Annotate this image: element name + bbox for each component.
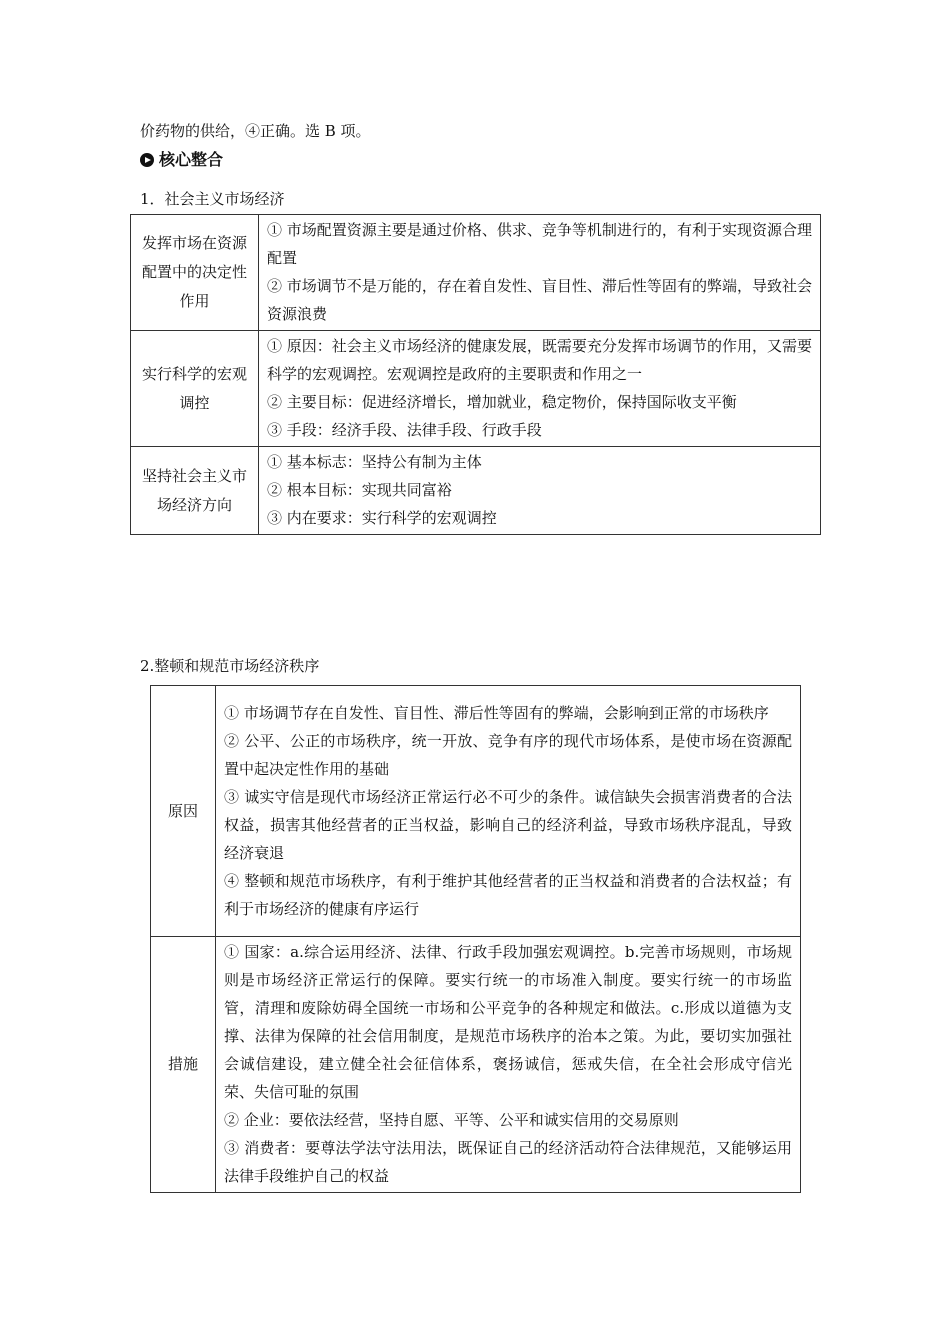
list-item: ② 公平、公正的市场秩序，统一开放、竞争有序的现代市场体系，是使市场在资源配置中起决定性作用的基础 (224, 731, 792, 778)
list-item: ③ 消费者：要尊法学法守法用法，既保证自己的经济活动符合法律规范，又能够运用法律手段维护自己的权益 (224, 1139, 792, 1185)
list-item: ④ 整顿和规范市场秩序，有利于维护其他经营者的正当权益和消费者的合法权益；有利于市场经济的健康有序运行 (224, 871, 792, 918)
row-header: 实行科学的宏观调控 (141, 364, 247, 412)
row-content-cell (216, 686, 801, 937)
row-content-cell (259, 215, 821, 331)
list-item: ① 市场配置资源主要是通过价格、供求、竞争等机制进行的，有利于实现资源合理配置 (267, 221, 812, 267)
list-item: ① 国家：a.综合运用经济、法律、行政手段加强宏观调控。b.完善市场规则，市场规则是市场经济正常运行的保障。要实行统一的市场准入制度。要实行统一的市场监管，清理和废除妨碍全国统一市场和公平竞争的各种规定和做法。c.形成以道德为支撑、法律为保障的社会信用制度，是规范市场秩序的治本之策。为此，要切实加强社会诚信建设，建立健全社会征信体系，褒扬诚信，惩戒失信，在全社会形成守信光荣、失信可耻的氛围 (224, 943, 792, 1101)
table-row (131, 447, 821, 535)
list-item: ② 市场调节不是万能的，存在着自发性、盲目性、滞后性等固有的弊端，导致社会资源浪费 (267, 277, 812, 323)
subtitle-socialist-market-economy: 1．社会主义市场经济 (140, 190, 285, 208)
row-header: 原因 (167, 801, 198, 820)
list-item: ① 基本标志：坚持公有制为主体 (267, 453, 482, 471)
row-content-cell (259, 447, 821, 535)
table-row (151, 686, 801, 937)
subtitle-market-order: 2.整顿和规范市场经济秩序 (140, 657, 320, 675)
table-row (131, 331, 821, 447)
play-circle-icon (140, 153, 154, 167)
list-item: ③ 诚实守信是现代市场经济正常运行必不可少的条件。诚信缺失会损害消费者的合法权益，损害其他经营者的正当权益，影响自己的经济利益，导致市场秩序混乱，导致经济衰退 (224, 787, 792, 862)
section-heading (140, 150, 223, 170)
row-content-cell (259, 331, 821, 447)
section-heading-text: 核心整合 (159, 150, 224, 169)
row-header-cell (151, 937, 216, 1193)
table-row (131, 215, 821, 331)
list-item: ② 主要目标：促进经济增长，增加就业，稳定物价，保持国际收支平衡 (267, 393, 737, 411)
row-header-cell (131, 331, 259, 447)
list-item: ② 根本目标：实现共同富裕 (267, 481, 452, 499)
row-header-cell (131, 447, 259, 535)
row-header: 措施 (167, 1055, 198, 1073)
row-header: 发挥市场在资源配置中的决定性作用 (141, 234, 247, 310)
row-content-cell (216, 937, 801, 1193)
market-order-table (150, 685, 801, 1193)
socialist-market-economy-table (130, 214, 821, 535)
row-header-cell (151, 686, 216, 937)
list-item: ② 企业：要依法经营，坚持自愿、平等、公平和诚实信用的交易原则 (224, 1111, 679, 1129)
intro-line: 价药物的供给，④正确。选 B 项。 (140, 122, 371, 140)
table-row (151, 937, 801, 1193)
list-item: ③ 内在要求：实行科学的宏观调控 (267, 509, 497, 527)
list-item: ③ 手段：经济手段、法律手段、行政手段 (267, 421, 542, 439)
list-item: ① 原因：社会主义市场经济的健康发展，既需要充分发挥市场调节的作用，又需要科学的宏观调控。宏观调控是政府的主要职责和作用之一 (267, 337, 812, 383)
row-header-cell (131, 215, 259, 331)
list-item: ① 市场调节存在自发性、盲目性、滞后性等固有的弊端，会影响到正常的市场秩序 (224, 703, 769, 722)
row-header: 坚持社会主义市场经济方向 (141, 466, 247, 514)
